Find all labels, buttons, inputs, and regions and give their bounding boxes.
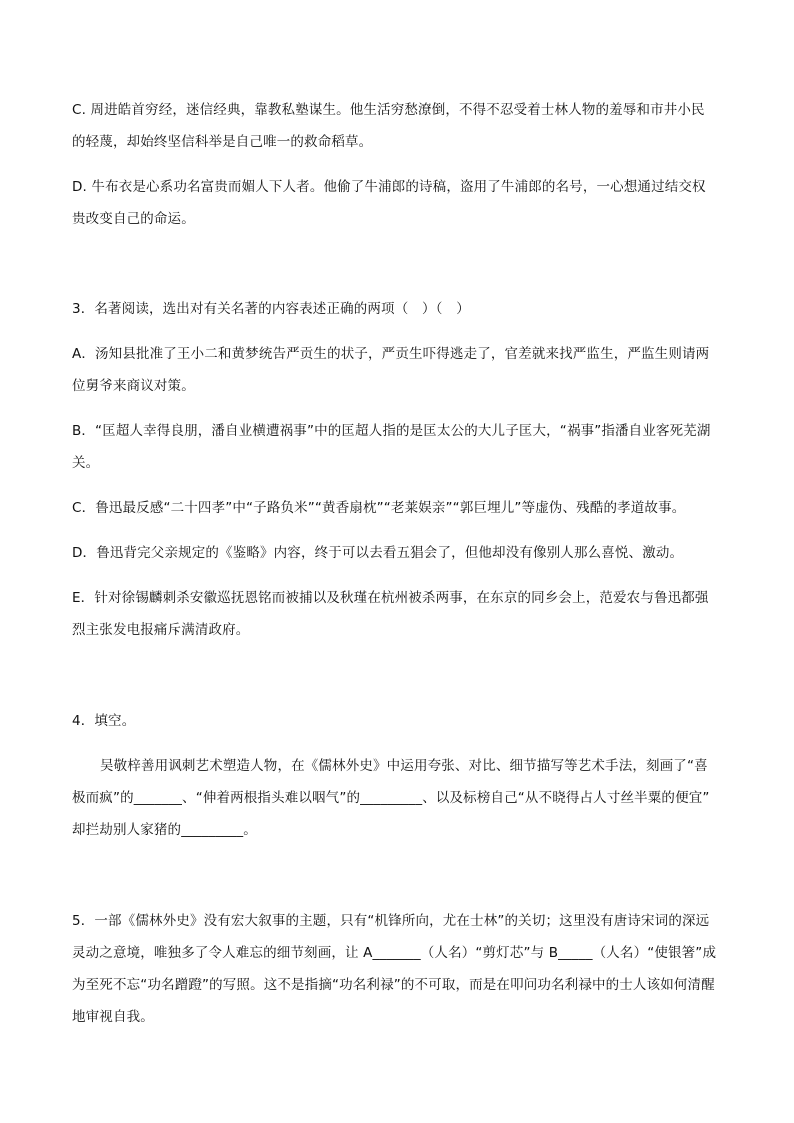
q3-option-e-line-2: 烈主张发电报痛斥满清政府。 — [72, 622, 250, 638]
q5-body-line-2: 灵动之意境，唯独多了令人难忘的细节刻画，让 A_______（人名）“剪灯芯”与 B_____（人名）“使银箸”成 — [72, 945, 717, 961]
q3-option-a-line-2: 位舅爷来商议对策。 — [72, 378, 195, 394]
q2-option-d-line-2: 贵改变自己的命运。 — [72, 211, 195, 227]
q4-body-line-1: 吴敬梓善用讽刺艺术塑造人物，在《儒林外史》中运用夸张、对比、细节描写等艺术手法，刻画了“喜 — [100, 758, 708, 774]
q3-stem: 3．名著阅读，选出对有关名著的内容表述正确的两项（ ）（ ） — [72, 301, 470, 317]
q4-body-line-2: 极而疯”的_______、“伸着两根指头难以咽气”的_________、以及标榜自己“从不晓得占人寸丝半粟的便宜” — [72, 790, 710, 806]
q3-option-c: C．鲁迅最反感“二十四孝”中“子路负米”“黄香扇枕”“老莱娱亲”“郭巨埋儿”等虚伪、残酷的孝道故事。 — [72, 500, 686, 516]
q4-body-line-3: 却拦劫别人家猪的_________。 — [72, 822, 257, 838]
q2-option-c-line-1: C. 周进皓首穷经，迷信经典，靠教私塾谋生。他生活穷愁潦倒，不得不忍受着士林人物的羞辱和市井小民 — [72, 102, 705, 118]
q2-option-d-line-1: D. 牛布衣是心系功名富贵而媚人下人者。他偷了牛浦郎的诗稿，盗用了牛浦郎的名号，一心想通过结交权 — [72, 179, 706, 195]
q5-body-line-3: 为至死不忘“功名蹭蹬”的写照。这不是指摘“功名利禄”的不可取，而是在叩问功名利禄中的士人该如何清醒 — [72, 977, 715, 993]
q3-option-b-line-1: B．“匡超人幸得良朋，潘自业横遭祸事”中的匡超人指的是匡太公的大儿子匡大，“祸事”指潘自业客死芜湖 — [72, 423, 711, 439]
q2-option-c-line-2: 的轻蔑，却始终坚信科举是自己唯一的救命稻草。 — [72, 134, 373, 150]
q3-option-d: D．鲁迅背完父亲规定的《鉴略》内容，终于可以去看五猖会了，但他却没有像别人那么喜悦、激动。 — [72, 545, 684, 561]
q4-stem: 4．填空。 — [72, 713, 136, 729]
q3-option-a-line-1: A．汤知县批准了王小二和黄梦统告严贡生的状子，严贡生吓得逃走了，官差就来找严监生，严监生则请两 — [72, 346, 710, 362]
q5-body-line-4: 地审视自我。 — [72, 1009, 154, 1025]
q5-body-line-1: 5．一部《儒林外史》没有宏大叙事的主题，只有“机锋所向，尤在士林”的关切；这里没有唐诗宋词的深远 — [72, 913, 710, 929]
q3-option-b-line-2: 关。 — [72, 455, 100, 471]
q3-option-e-line-1: E．针对徐锡麟刺杀安徽巡抚恩铭而被捕以及秋瑾在杭州被杀两事，在东京的同乡会上，范爱农与鲁迅都强 — [72, 590, 709, 606]
